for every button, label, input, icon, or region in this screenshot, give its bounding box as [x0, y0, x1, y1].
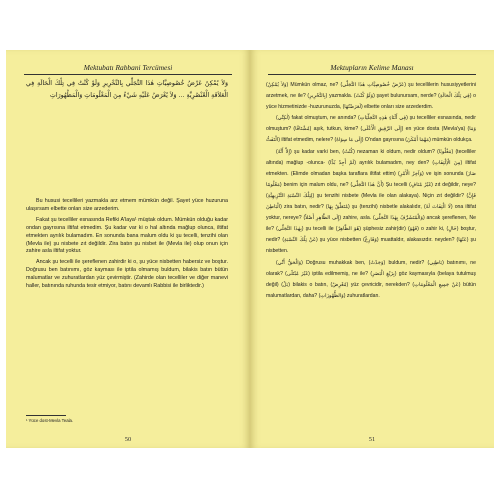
left-paragraph-1: Bu hususi tecellileri yazmakla arz etmem mümkün değil. Şayet yüce huzuruna ulaşırsam elbette onları size arzederim.: [26, 198, 228, 212]
right-running-head: Mektupların Kelime Manası: [268, 63, 476, 75]
right-paragraph-4: (وَالْحَقُّ أَنِّي) Doğrusu muhakkak ben, (وَجَدْتُ) buldum, nedir? (بَاطِنِي) batınımı, ne olarak? (غَيْرَ مُبْتَلًى) iptila edilmemiş, ne ile? (بِزَيْغِ الْبَصَرِ) göz kaymasıyla (belaya tutulmuş değil) (بَلْ) bilakis o batın, (مُعْرِضٌ) yüz çevricidir, nerekden? (عَنْ جَمِيعِ الْمَعْلُومَاتِ) bütün malumatlardan, daha? (وَالظُّهُورَاتِ) zuhuratlardan.: [266, 259, 476, 299]
right-paragraph-2: (لٰكِنِّي) fakat olmuştum, ne anında? (فِي أَثْنَاءِ هٰذِهِ التَّجَلِّيَاتِ) şu tecelliler esnasında, nedir olmuştum? (مُشْتَاقًا) aşık, tutkun, kime? (إِلَى الرَّفِيقِ الْأَعْلَى) en yüce dosta (Mevla'ya) (وَمَا الْتَفَتُّ) iltifat etmedim, nelere? (إِلَى مَا سِوَاهُ) O'ndan gayrısına (مَهْمَا أَمْكَنَ) mümkün oldukça.: [266, 115, 477, 144]
right-page-number: 51: [368, 436, 376, 443]
left-paragraph-2: Fakat şu tecelliler esnasında Refiki A'laya¹ müştak oldum. Mümkün olduğu kadar ondan gayrısına iltifat etmedim. Şu kadar var ki o hal altında mağlup olunca, iltifat etmekten ayrılık bulamadım. En sonunda bana malum oldu ki şu tecelli, tenzihi olan (Mevla ile) şu nisbete zıt değildir. Zira batın şu nisbet ile (Mevla ile) olup onun için zahire asla iltifat yoktur.: [26, 216, 228, 255]
arabic-text-block: [26, 78, 228, 101]
left-page: [6, 50, 250, 448]
left-page-number: 50: [124, 436, 132, 443]
footnote-rule: [26, 415, 66, 416]
right-body-text: [266, 80, 476, 302]
right-paragraph-3: (إِلاَّ أَنَّهُ) şu kadar varki ben, (كُنْتُ) nezaman ki oldum, nedir oldum? (مَغْلُوبًا) (tecelliler altında) mağlup -olunca- (لَمْ أَجِدْ بُدًّا) ayrılık bulamadım, ney den? (مِنَ الْاِلْتِفَاتِ) iltifat etmekten. (Elimde olmadan başka taraflara iltifat ettim) (وَآخِرُ الْأَمْرِ) ve işin sonunda (صَارَ مَعْلُومًا) benim için malum oldu, ne? (أَنَّ هٰذَا التَّجَلِّي) Şu tecelli (غَيْرُ مُنَافٍ) zıt değildir, neye? (لِتِلْكَ النِّسْبَةِ التَّنْزِيهِيَّةِ) şu tenzihi nisbete (Mevla ile olan alakaya). Niçin zıt değildir? (فَإِنَّ الْبَاطِنَ) zira batın, nedir? (مُتَعَلِّقٌ بِهَا) şu (tenzihi) nisbetle alakalıdır, (لَا الْتِفَاتَ لَهُ) ona iltifat yoktur, nereye? (إِلَى الظَّاهِرِ أَصْلاً) zahire, asla. (وَالْمُتَشَرِّفُ بِهٰذَا التَّجَلِّي) ancak şereflenen, Ne ile? (بِهٰذَا التَّجَلِّي) şu tecelli ile (هُوَ الظَّاهِرُ) şüphesiz zahir(dir) (فَهُوَ) o zahir ki, (خَالٍ) boştur, nedir? (عَنْ تِلْكَ النِّسْبَةِ) şu yüce nisbetten (وَفَارِغٌ) muattaldır, alakasızdır. neyden? (عَنْهَا) şu nisbetten.: [266, 148, 477, 255]
right-page: [250, 50, 494, 448]
left-running-head: Mektubatı Rabbani Tercümesi: [24, 63, 232, 75]
right-paragraph-1: (وَلاَ يُمْكِنُ) Mümkün olmaz, ne? (عَرْضُ خُصُوصِيَّاتِ هٰذَا التَّجَلِّي) şu tecellilerin hususiyyetlerini arzetmek, ne ile? (بِالتَّحْرِيرِ) yazmakla. (وَلَوْ كُنْتُ) şayet bulunursam, nerde? (فِي تِلْكَ الْحَالَةِ) o yüce hizmetinizde -huzurunuzda, (لَعَرَضْتُهَا) elbette onları size arzederdim.: [266, 82, 476, 111]
left-paragraph-3: Ancak şu tecelli ile şereflenen zahirdir ki o, şu yüce nisbetten habersiz ve boştur. Doğrusu ben batınımı, göz kayması ile iptila olmamış buldum, bilakis batın bütün malumatlar ve zuhuratlardan yüz çevirmiştir. (Zahirde olan tecelliler ve diğer manevi haller, batınında ruhunda tesir etmiyor, batını devamlı Rabbisi ile birliktedir.): [26, 259, 228, 290]
left-body-text: [26, 198, 228, 294]
open-book: [6, 50, 494, 448]
footnote: ¹ Yüce dost-Mevla Teala.: [26, 418, 74, 423]
arabic-paragraph: وَلاَ يُمْكِنُ عَرْضُ خُصُوصِيَّاتِ هٰذَا التَّجَلِّي بِالتَّحْرِيرِ وَلَوْ كُنْتُ فِي تِلْكَ الْحَالَةِ فِي الْعَلاَقَةِ الْعُنْصُرِيَّةِ ... وَلاَ يُعْرَضُ عَلَيْهِ شَيْءٌ مِنَ الْمَعْلُومَاتِ وَالْمَظْهُورَاتِ: [26, 80, 228, 99]
